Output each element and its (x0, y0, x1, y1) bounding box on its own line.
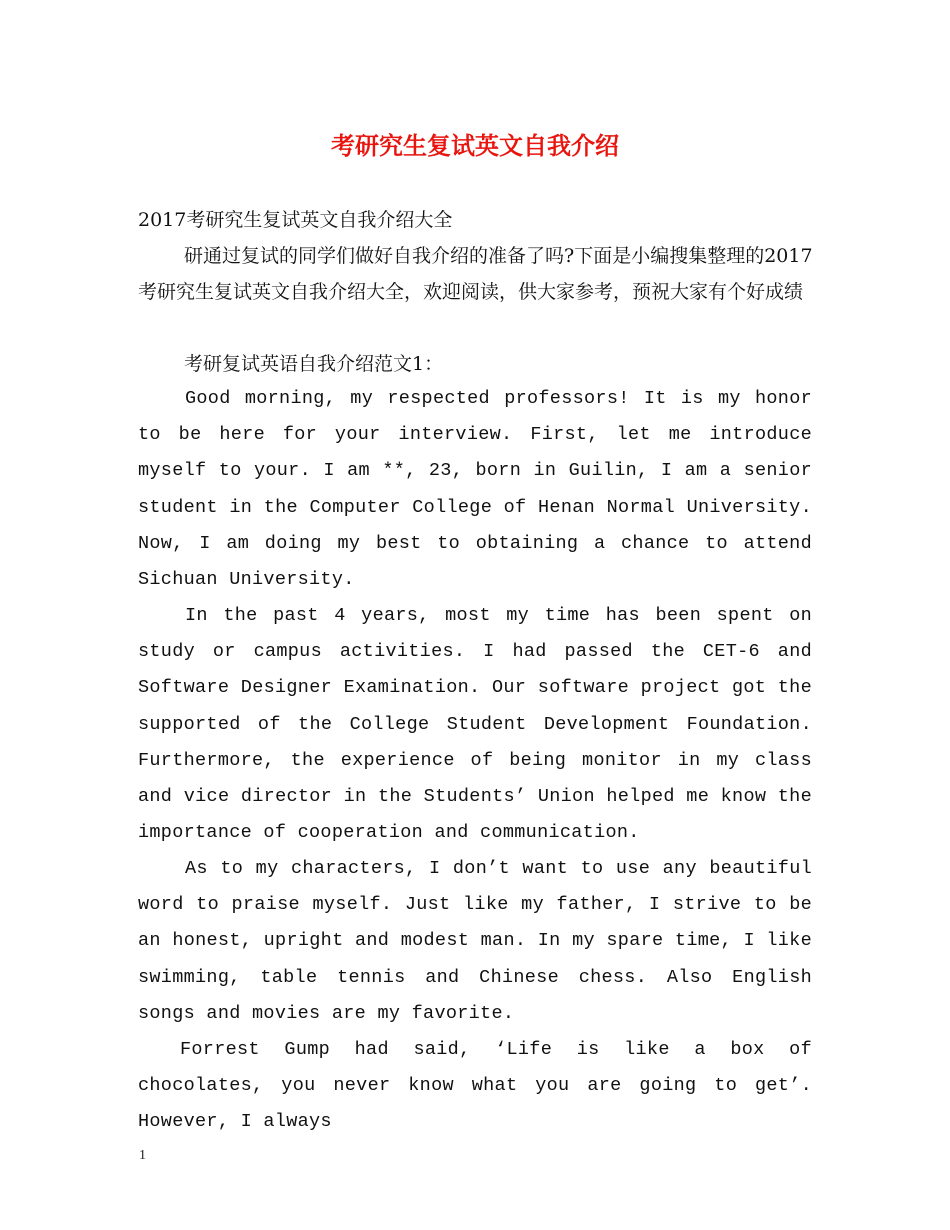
intro-paragraph: 研通过复试的同学们做好自我介绍的准备了吗?下面是小编搜集整理的2017考研究生复试英文自我介绍大全，欢迎阅读，供大家参考，预祝大家有个好成绩 (138, 245, 813, 303)
page-number: 1 (139, 1148, 146, 1163)
document-subtitle: 2017考研究生复试英文自我介绍大全 (138, 209, 453, 231)
document-title: 考研究生复试英文自我介绍 (331, 131, 619, 160)
body-paragraph-4: Forrest Gump had said, ‘Life is like a box of chocolates, you never know what you are going to get’. However, I always (138, 1039, 812, 1133)
body-paragraph-3: As to my characters, I don’t want to use any beautiful word to praise myself. Just like my father, I strive to be an honest, upright and modest man. In my spare time, I like swimming, table tennis and Chinese chess. Also English songs and movies are my favorite. (138, 858, 812, 1024)
sample-heading: 考研复试英语自我介绍范文1： (184, 353, 444, 375)
body-paragraph-2: In the past 4 years, most my time has been spent on study or campus activities. I had passed the CET-6 and Software Designer Examination. Our software project got the supported of the College Student Development Foundation. Furthermore, the experience of being monitor in my class and vice director in the Students’ Union helped me know the importance of cooperation and communication. (138, 605, 812, 844)
body-paragraph-1: Good morning, my respected professors! It is my honor to be here for your interview. First, let me introduce myself to your. I am **, 23, born in Guilin, I am a senior student in the Computer College of Henan Normal University. Now, I am doing my best to obtaining a chance to attend Sichuan University. (138, 388, 812, 591)
